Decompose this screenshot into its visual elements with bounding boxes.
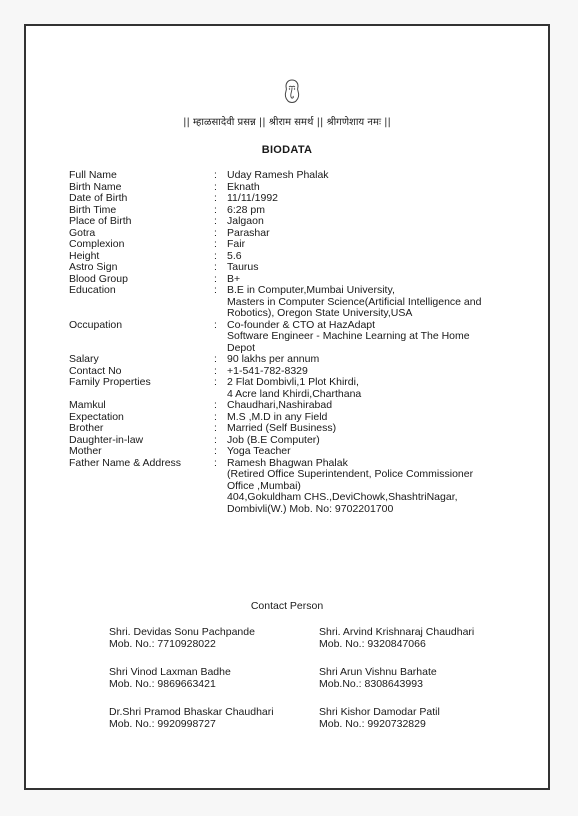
detail-row bbox=[69, 182, 529, 194]
detail-colon: : bbox=[214, 203, 217, 216]
detail-row bbox=[69, 423, 529, 435]
detail-value-line: (Retired Office Superintendent, Police Commissioner bbox=[227, 468, 474, 480]
detail-label: Date of Birth bbox=[69, 192, 128, 204]
detail-row bbox=[69, 239, 529, 251]
detail-value-line: 5.6 bbox=[227, 249, 242, 262]
detail-colon: : bbox=[214, 249, 217, 262]
detail-value-line: Co-founder & CTO at HazAdapt bbox=[227, 318, 376, 331]
detail-value-line: Uday Ramesh Phalak bbox=[227, 169, 329, 181]
detail-row bbox=[69, 216, 529, 228]
detail-label: Occupation bbox=[69, 318, 123, 331]
detail-value-line: 6:28 pm bbox=[227, 203, 265, 216]
contact-list bbox=[109, 626, 519, 730]
detail-label: Family Properties bbox=[69, 376, 151, 388]
detail-value bbox=[227, 446, 529, 458]
contact-person bbox=[109, 666, 319, 690]
contact-person bbox=[109, 626, 319, 650]
detail-value-line: Robotics), Oregon State University,USA bbox=[227, 307, 413, 319]
detail-label: Salary bbox=[69, 353, 99, 365]
detail-row bbox=[69, 285, 529, 320]
detail-colon: : bbox=[214, 376, 217, 388]
detail-value-line: Married (Self Business) bbox=[227, 422, 337, 434]
ganesha-emblem-icon bbox=[281, 78, 303, 104]
detail-value-line: Masters in Computer Science(Artificial Intelligence and bbox=[227, 295, 482, 308]
detail-label: Expectation bbox=[69, 410, 124, 423]
detail-value bbox=[227, 228, 529, 240]
detail-colon: : bbox=[214, 456, 217, 469]
detail-label: Blood Group bbox=[69, 272, 128, 285]
detail-value bbox=[227, 285, 529, 320]
detail-value bbox=[227, 320, 529, 355]
detail-label: Education bbox=[69, 284, 116, 296]
detail-row bbox=[69, 228, 529, 240]
contact-mobile: Mob. No.: 9869663421 bbox=[109, 678, 216, 690]
detail-value-line: Yoga Teacher bbox=[227, 445, 291, 457]
detail-row bbox=[69, 170, 529, 182]
detail-value-line: Job (B.E Computer) bbox=[227, 433, 320, 446]
contact-name: Dr.Shri Pramod Bhaskar Chaudhari bbox=[109, 706, 274, 718]
detail-colon: : bbox=[214, 353, 217, 365]
detail-colon: : bbox=[214, 238, 217, 250]
detail-value-line: Fair bbox=[227, 238, 246, 250]
detail-label: Birth Time bbox=[69, 203, 117, 216]
detail-label: Contact No bbox=[69, 364, 122, 377]
detail-row bbox=[69, 193, 529, 205]
detail-label: Full Name bbox=[69, 169, 117, 181]
contact-section-title: Contact Person bbox=[250, 600, 324, 612]
detail-value-line: +1-541-782-8329 bbox=[227, 364, 308, 377]
detail-value bbox=[227, 400, 529, 412]
detail-colon: : bbox=[214, 433, 217, 446]
detail-colon: : bbox=[214, 445, 217, 457]
detail-colon: : bbox=[214, 215, 217, 227]
detail-row bbox=[69, 262, 529, 274]
detail-value-line: 404,Gokuldham CHS.,DeviChowk,ShashtriNagar, bbox=[227, 491, 458, 503]
contact-mobile: Mob. No.: 7710928022 bbox=[109, 638, 216, 650]
detail-label: Mamkul bbox=[69, 399, 106, 411]
detail-label: Height bbox=[69, 249, 100, 262]
detail-value-line: B.E in Computer,Mumbai University, bbox=[227, 284, 395, 296]
detail-value bbox=[227, 251, 529, 263]
detail-value-line: Chaudhari,Nashirabad bbox=[227, 399, 333, 411]
detail-row bbox=[69, 377, 529, 400]
details-table bbox=[69, 170, 529, 515]
detail-row bbox=[69, 354, 529, 366]
detail-value bbox=[227, 354, 529, 366]
detail-value-line: Office ,Mumbai) bbox=[227, 479, 301, 492]
detail-value bbox=[227, 170, 529, 182]
detail-colon: : bbox=[214, 410, 217, 423]
contact-name: Shri. Devidas Sonu Pachpande bbox=[109, 626, 255, 638]
detail-label: Brother bbox=[69, 422, 104, 434]
contact-mobile: Mob. No.: 9920998727 bbox=[109, 718, 216, 730]
detail-value-line: 11/11/1992 bbox=[227, 192, 278, 204]
detail-colon: : bbox=[214, 399, 217, 411]
detail-colon: : bbox=[214, 169, 217, 181]
detail-value bbox=[227, 458, 529, 516]
contact-name: Shri Kishor Damodar Patil bbox=[319, 706, 440, 718]
contact-name: Shri. Arvind Krishnaraj Chaudhari bbox=[319, 626, 475, 638]
detail-label: Birth Name bbox=[69, 180, 122, 193]
detail-value-line: Software Engineer - Machine Learning at The Home bbox=[227, 330, 470, 342]
page-title: BIODATA bbox=[261, 144, 313, 156]
detail-colon: : bbox=[214, 226, 217, 239]
contact-mobile: Mob. No.: 9320847066 bbox=[319, 638, 426, 650]
detail-colon: : bbox=[214, 422, 217, 434]
contact-person bbox=[319, 706, 519, 730]
detail-label: Place of Birth bbox=[69, 215, 132, 227]
contact-name: Shri Vinod Laxman Badhe bbox=[109, 666, 231, 678]
detail-value bbox=[227, 423, 529, 435]
detail-value bbox=[227, 377, 529, 400]
detail-value bbox=[227, 262, 529, 274]
contact-name: Shri Arun Vishnu Barhate bbox=[319, 666, 437, 678]
biodata-page bbox=[24, 24, 550, 790]
detail-value-line: 4 Acre land Khirdi,Charthana bbox=[227, 387, 362, 400]
detail-row bbox=[69, 458, 529, 516]
detail-row bbox=[69, 446, 529, 458]
detail-value-line: Taurus bbox=[227, 261, 259, 273]
detail-colon: : bbox=[214, 180, 217, 193]
detail-value-line: M.S ,M.D in any Field bbox=[227, 410, 328, 423]
detail-colon: : bbox=[214, 192, 217, 204]
detail-value bbox=[227, 193, 529, 205]
detail-value-line: Dombivli(W.) Mob. No: 9702201700 bbox=[227, 502, 394, 515]
detail-colon: : bbox=[214, 261, 217, 273]
detail-row bbox=[69, 435, 529, 447]
detail-value-line: 90 lakhs per annum bbox=[227, 353, 320, 365]
detail-colon: : bbox=[214, 318, 217, 331]
detail-colon: : bbox=[214, 284, 217, 296]
detail-label: Daughter-in-law bbox=[69, 433, 144, 446]
detail-row bbox=[69, 320, 529, 355]
detail-value bbox=[227, 205, 529, 217]
detail-row bbox=[69, 251, 529, 263]
detail-colon: : bbox=[214, 364, 217, 377]
detail-row bbox=[69, 400, 529, 412]
contact-mobile: Mob. No.: 9920732829 bbox=[319, 718, 426, 730]
detail-value-line: Depot bbox=[227, 341, 256, 354]
detail-value bbox=[227, 216, 529, 228]
detail-value-line: Parashar bbox=[227, 226, 270, 239]
detail-value-line: Eknath bbox=[227, 180, 260, 193]
detail-label: Gotra bbox=[69, 226, 96, 239]
detail-label: Astro Sign bbox=[69, 261, 118, 273]
contact-mobile: Mob.No.: 8308643993 bbox=[319, 678, 423, 690]
contact-person bbox=[109, 706, 319, 730]
detail-value-line: Jalgaon bbox=[227, 215, 264, 227]
detail-label: Complexion bbox=[69, 238, 125, 250]
detail-colon: : bbox=[214, 272, 217, 285]
detail-value-line: B+ bbox=[227, 272, 241, 285]
detail-value bbox=[227, 239, 529, 251]
detail-label: Father Name & Address bbox=[69, 456, 182, 469]
contact-person bbox=[319, 626, 519, 650]
invocation-line: || म्हाळसादेवी प्रसन्न || श्रीराम समर्थ || श्रीगणेशाय नमः || bbox=[183, 117, 391, 128]
contact-person bbox=[319, 666, 519, 690]
detail-value-line: Ramesh Bhagwan Phalak bbox=[227, 456, 348, 469]
detail-label: Mother bbox=[69, 445, 102, 457]
detail-row bbox=[69, 205, 529, 217]
detail-value-line: 2 Flat Dombivli,1 Plot Khirdi, bbox=[227, 376, 359, 388]
